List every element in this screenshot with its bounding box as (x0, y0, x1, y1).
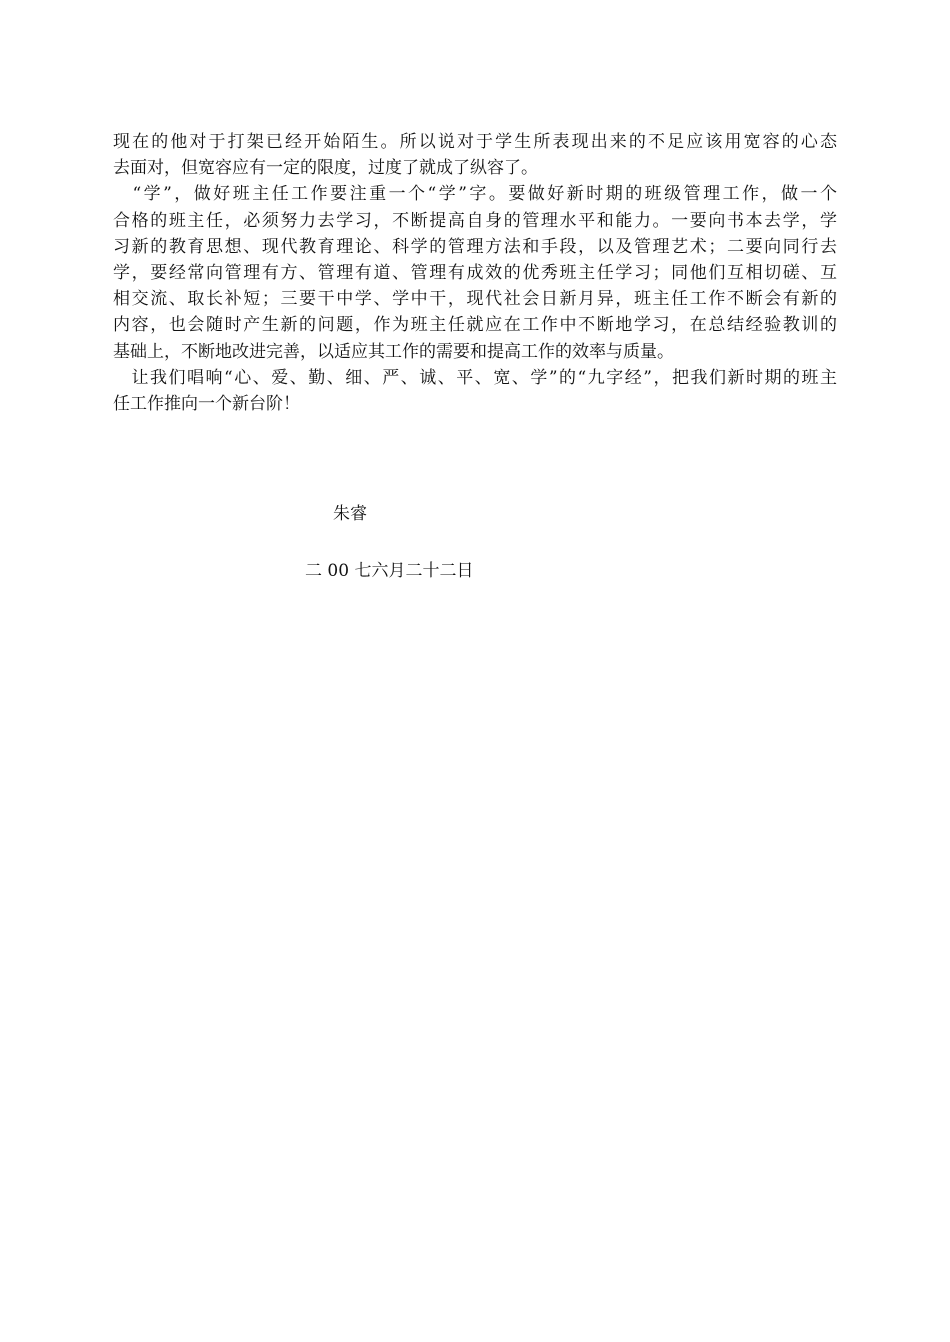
text-line: 内容，也会随时产生新的问题，作为班主任就应在工作中不断地学习，在总结经验教训的 (113, 315, 837, 336)
text-line: 去面对，但宽容应有一定的限度，过度了就成了纵容了。 (113, 158, 538, 179)
text-line: 让我们唱响“心、爱、勤、细、严、诚、平、宽、学”的“九字经”，把我们新时期的班主 (113, 367, 837, 388)
paragraph (113, 129, 837, 181)
text-line: 现在的他对于打架已经开始陌生。所以说对于学生所表现出来的不足应该用宽容的心态 (113, 132, 837, 152)
text-line: 合格的班主任，必须努力去学习，不断提高自身的管理水平和能力。一要向书本去学，学 (113, 210, 837, 231)
paragraph (113, 365, 837, 417)
text-line: 相交流、取长补短；三要干中学、学中干，现代社会日新月异，班主任工作不断会有新的 (113, 289, 837, 310)
author-signature: 朱睿 (333, 504, 367, 524)
text-line: 学，要经常向管理有方、管理有道、管理有成效的优秀班主任学习；同他们互相切磋、互 (113, 263, 837, 284)
text-line: 任工作推向一个新台阶！ (113, 394, 300, 415)
document-date: 二 00 七六月二十二日 (305, 561, 474, 581)
text-line: 习新的教育思想、现代教育理论、科学的管理方法和手段，以及管理艺术；二要向同行去 (113, 236, 837, 257)
paragraph (113, 181, 837, 364)
text-line: 基础上，不断地改进完善，以适应其工作的需要和提高工作的效率与质量。 (113, 341, 674, 362)
text-line: “学”，做好班主任工作要注重一个“学”字。要做好新时期的班级管理工作，做一个 (113, 184, 837, 205)
body-text (113, 129, 837, 417)
